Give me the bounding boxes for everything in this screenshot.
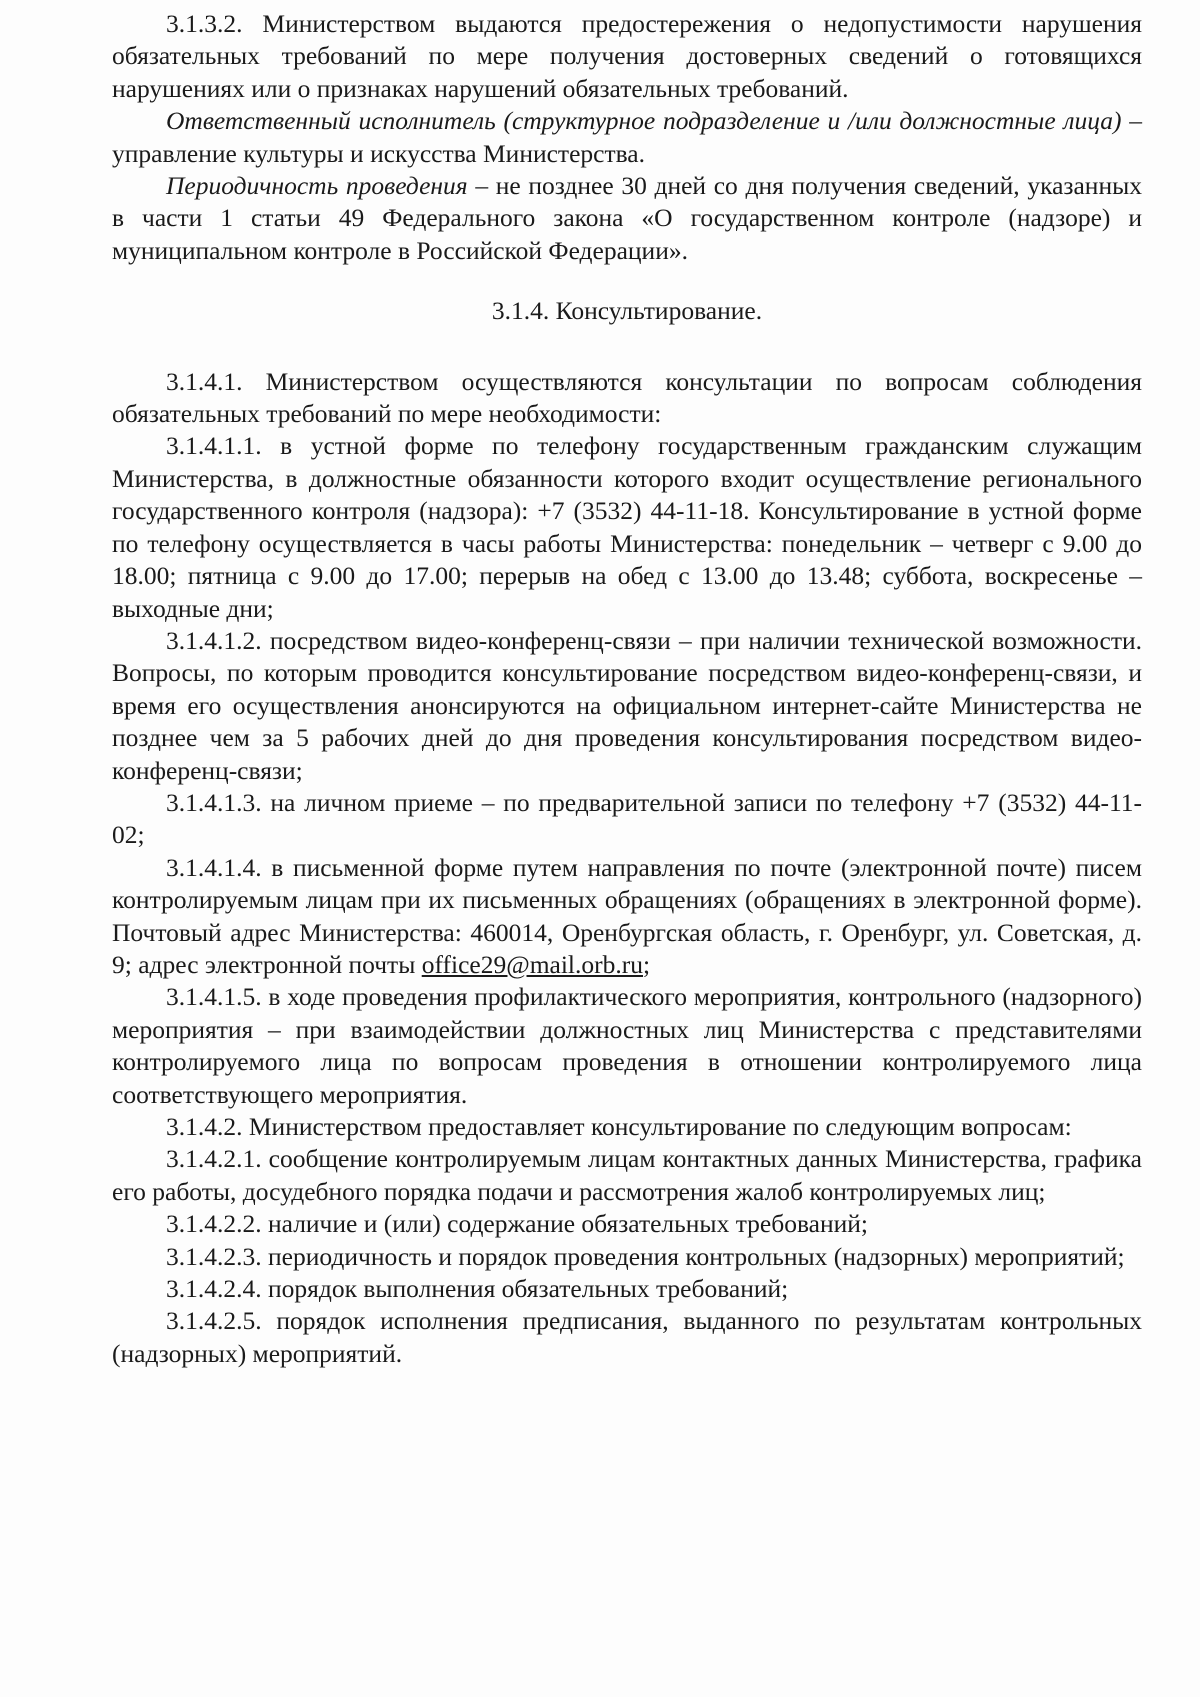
- paragraph-3-1-4-2-3: 3.1.4.2.3. периодичность и порядок проведения контрольных (надзорных) мероприятий;: [166, 1241, 1125, 1271]
- email-link[interactable]: office29@mail.orb.ru: [421, 949, 644, 979]
- paragraph-3-1-4-2-4: 3.1.4.2.4. порядок выполнения обязательных требований;: [166, 1274, 789, 1304]
- periodicity-text: – не позднее 30 дней со дня получения сведений, указанных в части 1 статьи 49 Федерального закона «О государственном контроле (надзоре) и муниципальном контроле в Российской Федерации».: [112, 171, 1142, 265]
- periodicity-label: Периодичность проведения: [166, 171, 468, 201]
- paragraph-3-1-4-2: 3.1.4.2. Министерством предоставляет консультирование по следующим вопросам:: [166, 1112, 1072, 1141]
- responsible-label: Ответственный исполнитель (структурное подразделение и /или должностные лица): [166, 106, 1122, 136]
- paragraph-3-1-4-2-5: 3.1.4.2.5. порядок исполнения предписания, выданного по результатам контрольных (надзорных) мероприятий.: [112, 1306, 1142, 1368]
- paragraph-periodicity: [112, 170, 1142, 267]
- paragraph-3-1-3-2: 3.1.3.2. Министерством выдаются предостережения о недопустимости нарушения обязательных требований по мере получения достоверных сведений о готовящихся нарушениях или о признаках нарушений обязательных требований.: [112, 9, 1142, 103]
- responsible-text: – управление культуры и искусства Министерства.: [112, 106, 1142, 168]
- paragraph-3-1-4-1-1: 3.1.4.1.1. в устной форме по телефону государственным гражданским служащим Министерства, в должностные обязанности которого входит осуществление регионального государственного контроля (надзора): +7 (3532) 44-11-18. Консультирование в устной форме по телефону осуществляется в часы работы Министерства: понедельник – четверг с 9.00 до 18.00; пятница с 9.00 до 17.00; перерыв на обед с 13.00 до 13.48; суббота, воскресенье – выходные дни;: [112, 431, 1142, 623]
- paragraph-3-1-4-1-4-text: 3.1.4.1.4. в письменной форме путем направления по почте (электронной почте) писем контролируемым лицам при их письменных обращениях (обращениях в электронной форме). Почтовый адрес Министерства: 460014, Оренбургская область, г. Оренбург, ул. Советская, д. 9; адрес электронной почты: [112, 852, 1142, 979]
- paragraph-3-1-4-1-2: 3.1.4.1.2. посредством видео-конференц-связи – при наличии технической возможности. Вопросы, по которым проводится консультирование посредством видео-конференц-связи, и время его осуществления анонсируются на официальном интернет-сайте Министерства не позднее чем за 5 рабочих дней до дня проведения консультирования посредством видео-конференц-связи;: [112, 625, 1142, 785]
- paragraph-3-1-4-1-4: [112, 852, 1142, 982]
- paragraph-3-1-4-1-4-end: ;: [643, 949, 651, 979]
- paragraph-3-1-4-1-3: 3.1.4.1.3. на личном приеме – по предварительной записи по телефону +7 (3532) 44-11-02;: [112, 787, 1142, 850]
- document-body: [112, 8, 1142, 1370]
- paragraph-3-1-4-2-1: 3.1.4.2.1. сообщение контролируемым лицам контактных данных Министерства, графика его работы, досудебного порядка подачи и рассмотрения жалоб контролируемых лиц;: [112, 1144, 1142, 1206]
- paragraph-3-1-4-1: 3.1.4.1. Министерством осуществляются консультации по вопросам соблюдения обязательных требований по мере необходимости:: [112, 366, 1142, 429]
- paragraph-3-1-4-1-5: 3.1.4.1.5. в ходе проведения профилактического мероприятия, контрольного (надзорного) мероприятия – при взаимодействии должностных лиц Министерства с представителями контролируемого лица по вопросам проведения в отношении контролируемого лица соответствующего мероприятия.: [112, 982, 1142, 1109]
- paragraph-responsible: [112, 105, 1142, 170]
- section-heading: 3.1.4. Консультирование.: [491, 296, 763, 326]
- paragraph-3-1-4-2-2: 3.1.4.2.2. наличие и (или) содержание обязательных требований;: [166, 1209, 868, 1239]
